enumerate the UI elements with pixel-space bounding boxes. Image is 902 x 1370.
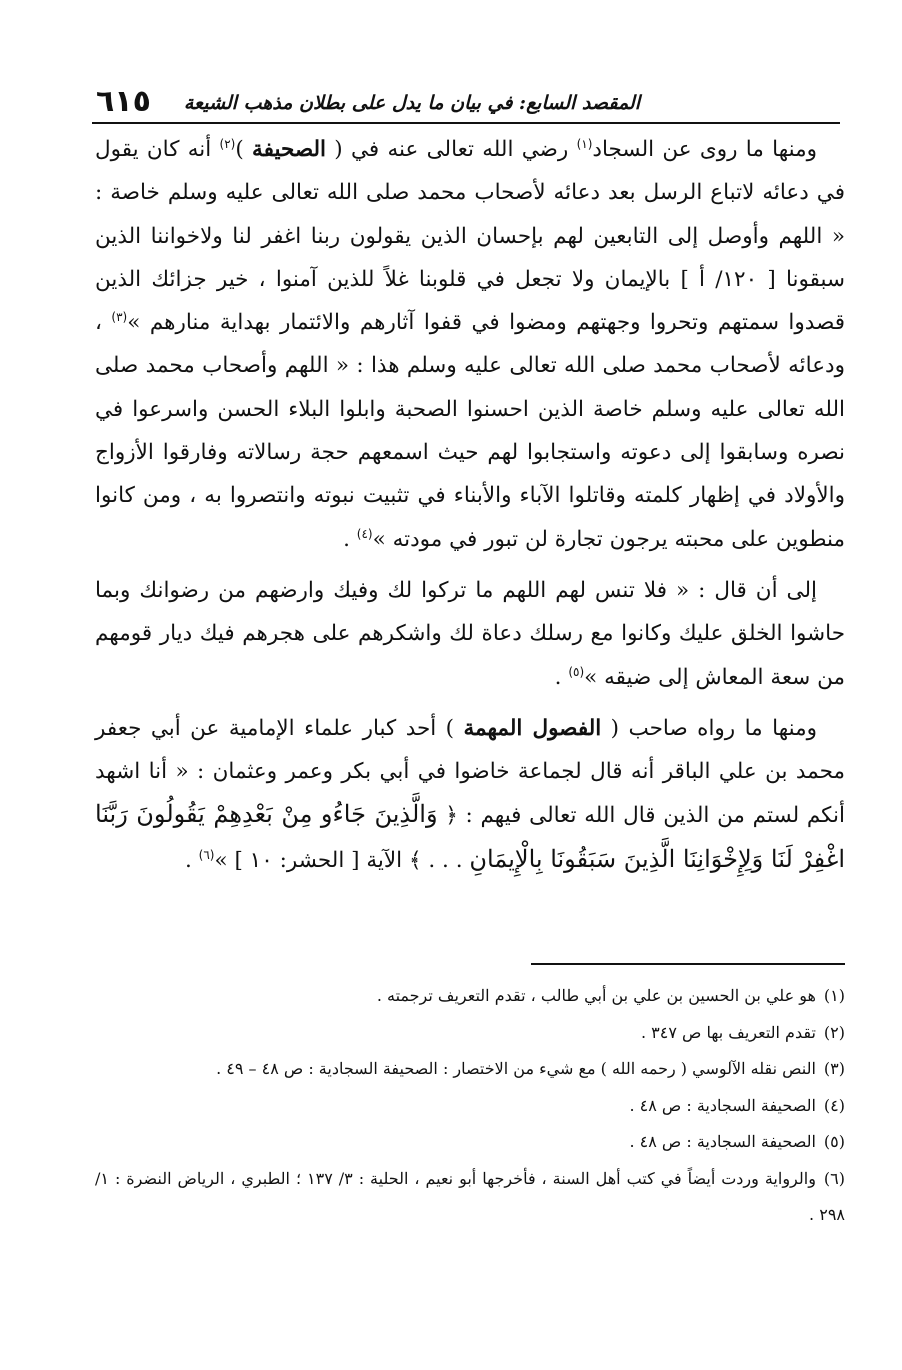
- footnote-text: هو علي بن الحسين بن علي بن أبي طالب ، تقدم التعريف ترجمته .: [376, 986, 816, 1005]
- footnote-text: تقدم التعريف بها ص ٣٤٧ .: [641, 1022, 816, 1042]
- text-span: إلى أن قال : « فلا تنس لهم اللهم ما تركوا لك وفيك وارضهم من رضوانك وبما حاشوا الخلق عليك وكانوا مع رسلك دعاة لك واشكرهم على هجرهم فيك ديار قومهم من سعة المعاش إلى ضيقه »: [95, 577, 845, 690]
- footnote-number: (٢): [823, 1022, 845, 1042]
- paragraph-1: [95, 128, 845, 561]
- footnote-text: الصحيفة السجادية : ص ٤٨ .: [629, 1132, 816, 1151]
- footnote-ref-6: (٦): [198, 847, 215, 862]
- text-span: ): [235, 137, 253, 162]
- footnote-number: (٤): [823, 1095, 845, 1115]
- footnote-4: [95, 1088, 845, 1125]
- footnote-5: [95, 1124, 845, 1161]
- footnote-ref-1: (١): [576, 136, 593, 151]
- footnote-number: (٥): [823, 1132, 845, 1151]
- text-span: .: [343, 526, 357, 552]
- footnote-ref-5: (٥): [568, 664, 585, 679]
- footnote-ref-4: (٤): [356, 526, 373, 541]
- footnote-6: [95, 1161, 845, 1234]
- footnote-text: النص نقله الآلوسي ( رحمه الله ) مع شيء من الاختصار : الصحيفة السجادية : ص ٤٨ – ٤٩ .: [216, 1059, 816, 1078]
- text-span: ومنها ما روى عن السجاد: [592, 137, 818, 162]
- page-number: ٦١٥: [96, 84, 151, 119]
- text-span: . . . ﴾ الآية [ الحشر: ١٠ ] »: [214, 847, 470, 873]
- quran-verse: وَالَّذِينَ جَاءُو مِنْ بَعْدِهِمْ يَقُولُونَ رَبَّنَا اغْفِرْ لَنَا وَلِإِخْوَانِنَا الَّذِينَ سَبَقُونَا بِالْإِيمَانِ: [95, 800, 845, 873]
- footnote-number: (٣): [823, 1059, 845, 1078]
- text-span: .: [554, 664, 569, 690]
- page-header: [92, 82, 840, 124]
- footnote-separator: [531, 963, 845, 965]
- paragraph-3: [95, 707, 845, 882]
- footnote-2: [95, 1015, 845, 1052]
- running-title: المقصد السابع: في بيان ما يدل على بطلان مذهب الشيعة: [183, 92, 640, 114]
- footnote-1: [95, 978, 845, 1015]
- book-title: الصحيفة: [252, 137, 326, 162]
- footnote-number: (٦): [823, 1168, 846, 1188]
- text-span: أنه كان يقول في دعائه لاتباع الرسل بعد دعائه لأصحاب محمد صلى الله تعالى عليه وسلم خاصة : « اللهم وأوصل إلى التابعين لهم بإحسان الذين يقولون ربنا اغفر لنا ولاخواننا الذين سبقونا [ ١٢٠/ أ ] بالإيمان ولا تجعل في قلوبنا غلاً للذين آمنوا ، خير جزائك الذين قصدوا سمتهم وتحروا وجهتهم ومضوا في قفوا آثارهم والائتمار بهداية منارهم »: [95, 137, 846, 336]
- text-span: .: [184, 847, 199, 873]
- main-text: [95, 128, 845, 882]
- footnote-ref-3: (٣): [111, 310, 128, 325]
- footnote-number: (١): [823, 986, 845, 1005]
- text-span: ، ودعائه لأصحاب محمد صلى الله تعالى عليه وسلم هذا : « اللهم وأصحاب محمد صلى الله تعالى عليه وسلم خاصة الذين احسنوا الصحبة وابلوا البلاء الحسن واسرعوا في نصره وسابقوا إلى دعوته واستجابوا لهم حيث اسمعهم حجة رسالاته وفارقوا الأزواج والأولاد في إظهار كلمته وقاتلوا الآباء والأبناء في تثبيت نبوته وانتصروا به ، ومن كانوا منطوين على محبته يرجون تجارة لن تبور في مودته »: [95, 310, 845, 552]
- book-title: الفصول المهمة: [463, 715, 602, 741]
- text-span: ) أحد كبار علماء الإمامية عن أبي جعفر محمد بن علي الباقر أنه قال لجماعة خاضوا في أبي بكر وعمر وعثمان : « أنا اشهد أنكم لستم من الذين قال الله تعالى فيهم : ﴿: [95, 715, 845, 829]
- footnote-text: والرواية وردت أيضاً في كتب أهل السنة ، فأخرجها أبو نعيم ، الحلية : ٣/ ١٣٧ ؛ الطبري ، الرياض النضرة : ١/ ٢٩٨ .: [95, 1168, 845, 1224]
- footnote-ref-2: (٢): [219, 136, 236, 151]
- footnotes: [95, 978, 845, 1234]
- footnote-3: [95, 1051, 845, 1088]
- text-span: ومنها ما رواه صاحب (: [601, 715, 817, 741]
- paragraph-2: [95, 569, 845, 699]
- footnote-text: الصحيفة السجادية : ص ٤٨ .: [629, 1095, 816, 1115]
- text-span: رضي الله تعالى عنه في (: [326, 137, 577, 162]
